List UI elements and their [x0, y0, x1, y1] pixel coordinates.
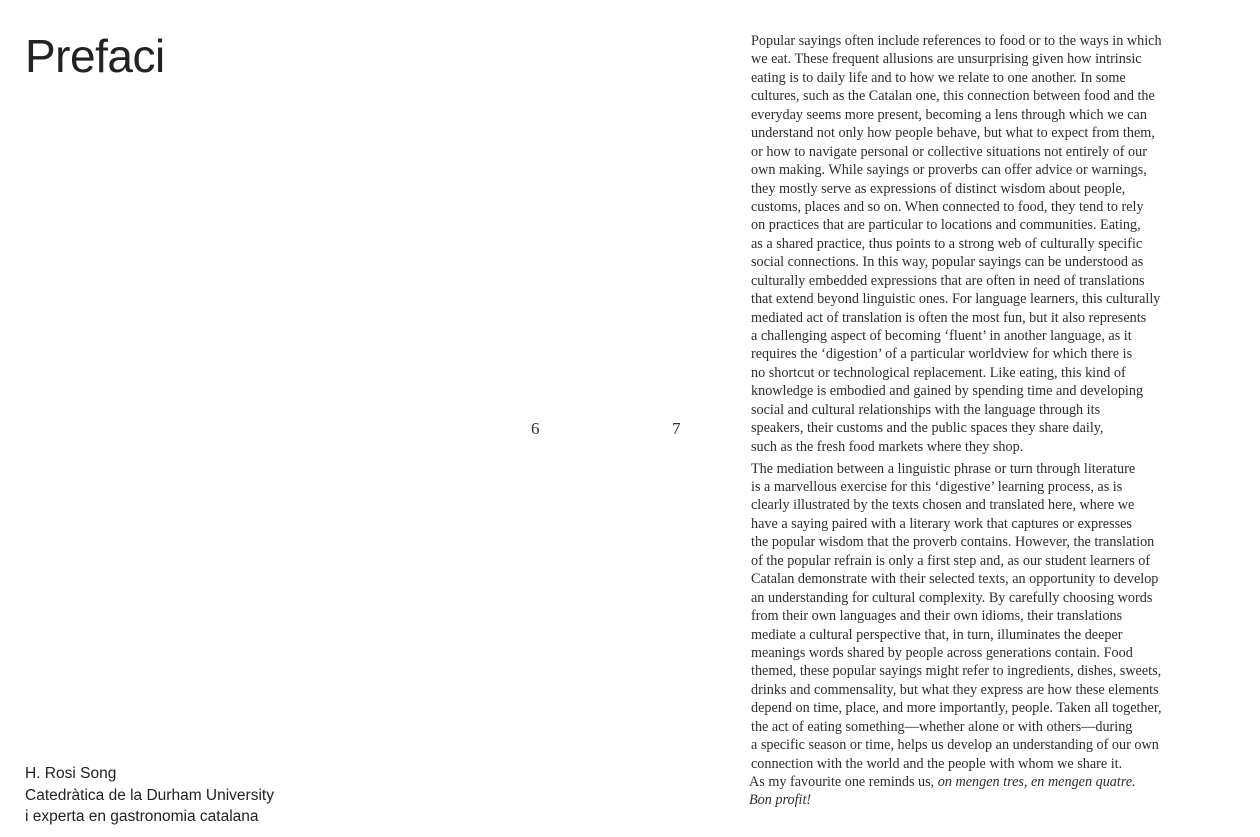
text-line: requires the ‘digestion’ of a particular worldview for which there is: [751, 346, 1133, 363]
text-line: have a saying paired with a literary work that captures or expresses: [751, 515, 1132, 532]
closing-lead: As my favourite one reminds us,: [749, 774, 938, 790]
text-line: on practices that are particular to locations and communities. Eating,: [751, 217, 1141, 234]
text-line: such as the fresh food markets where they shop.: [751, 438, 1024, 455]
signoff-line: [749, 791, 1201, 809]
paragraph-2: [751, 460, 1201, 773]
text-line: themed, these popular sayings might refer to ingredients, dishes, sweets,: [751, 663, 1162, 680]
text-line: the popular wisdom that the proverb contains. However, the translation: [751, 534, 1155, 551]
text-line: own making. While sayings or proverbs can offer advice or warnings,: [751, 162, 1147, 179]
closing-signoff: Bon profit!: [749, 792, 812, 809]
text-line: no shortcut or technological replacement. Like eating, this kind of: [751, 364, 1126, 381]
page-number-left: 6: [531, 419, 540, 438]
author-role-line-1: Catedràtica de la Durham University: [25, 786, 274, 804]
text-line: the act of eating something—whether alone or with others—during: [751, 718, 1133, 735]
text-line: The mediation between a linguistic phrase or turn through literature: [751, 460, 1136, 477]
text-line: mediated act of translation is often the most fun, but it also represents: [751, 309, 1147, 326]
text-line: meanings words shared by people across generations contain. Food: [751, 644, 1133, 661]
text-line: that extend beyond linguistic ones. For language learners, this culturally: [751, 291, 1161, 308]
text-line: understand not only how people behave, but what to expect from them,: [751, 125, 1155, 142]
text-line: Popular sayings often include references to food or to the ways in which: [751, 33, 1162, 49]
text-line: eating is to daily life and to how we relate to one another. In some: [751, 69, 1126, 86]
text-line: customs, places and so on. When connected to food, they tend to rely: [751, 198, 1144, 215]
closing-line: [749, 773, 1201, 791]
text-line: they mostly serve as expressions of distinct wisdom about people,: [751, 180, 1126, 197]
text-line: cultures, such as the Catalan one, this connection between food and the: [751, 88, 1155, 105]
text-line: a challenging aspect of becoming ‘fluent’ in another language, as it: [751, 328, 1132, 344]
text-line: is a marvellous exercise for this ‘digestive’ learning process, as is: [751, 479, 1123, 495]
author-name: H. Rosi Song: [25, 765, 117, 782]
text-line: everyday seems more present, becoming a lens through which we can: [751, 106, 1147, 123]
text-line: from their own languages and their own idioms, their translations: [751, 608, 1123, 625]
text-line: mediate a cultural perspective that, in turn, illuminates the deeper: [751, 626, 1123, 643]
text-line: we eat. These frequent allusions are unsurprising given how intrinsic: [751, 51, 1142, 68]
text-line: social connections. In this way, popular sayings can be understood as: [751, 254, 1144, 271]
text-line: drinks and commensality, but what they express are how these elements: [751, 681, 1159, 698]
text-line: connection with the world and the people with whom we share it.: [751, 755, 1123, 772]
text-line: of the popular refrain is only a first step and, as our student learners of: [751, 552, 1151, 569]
text-line: clearly illustrated by the texts chosen and translated here, where we: [751, 497, 1135, 514]
text-line: as a shared practice, thus points to a strong web of culturally specific: [751, 235, 1143, 252]
text-line: an understanding for cultural complexity. By carefully choosing words: [751, 589, 1153, 606]
page-title: Prefaci: [25, 30, 165, 82]
text-line: speakers, their customs and the public spaces they share daily,: [751, 420, 1104, 437]
author-block: [25, 763, 274, 828]
text-line: social and cultural relationships with the language through its: [751, 401, 1101, 418]
text-line: culturally embedded expressions that are often in need of translations: [751, 272, 1145, 289]
author-role-line-2: i experta en gastronomia catalana: [25, 808, 259, 825]
text-line: depend on time, place, and more importantly, people. Taken all together,: [751, 700, 1162, 717]
paragraph-1: [751, 32, 1201, 456]
text-line: a specific season or time, helps us develop an understanding of our own: [751, 737, 1159, 754]
text-line: or how to navigate personal or collective situations not entirely of our: [751, 143, 1147, 160]
closing-saying: on mengen tres, en mengen quatre.: [937, 774, 1136, 790]
preface-body: [751, 32, 1201, 810]
text-line: Catalan demonstrate with their selected texts, an opportunity to develop: [751, 571, 1159, 588]
text-line: knowledge is embodied and gained by spending time and developing: [751, 383, 1144, 400]
page-number-right: 7: [672, 419, 681, 438]
